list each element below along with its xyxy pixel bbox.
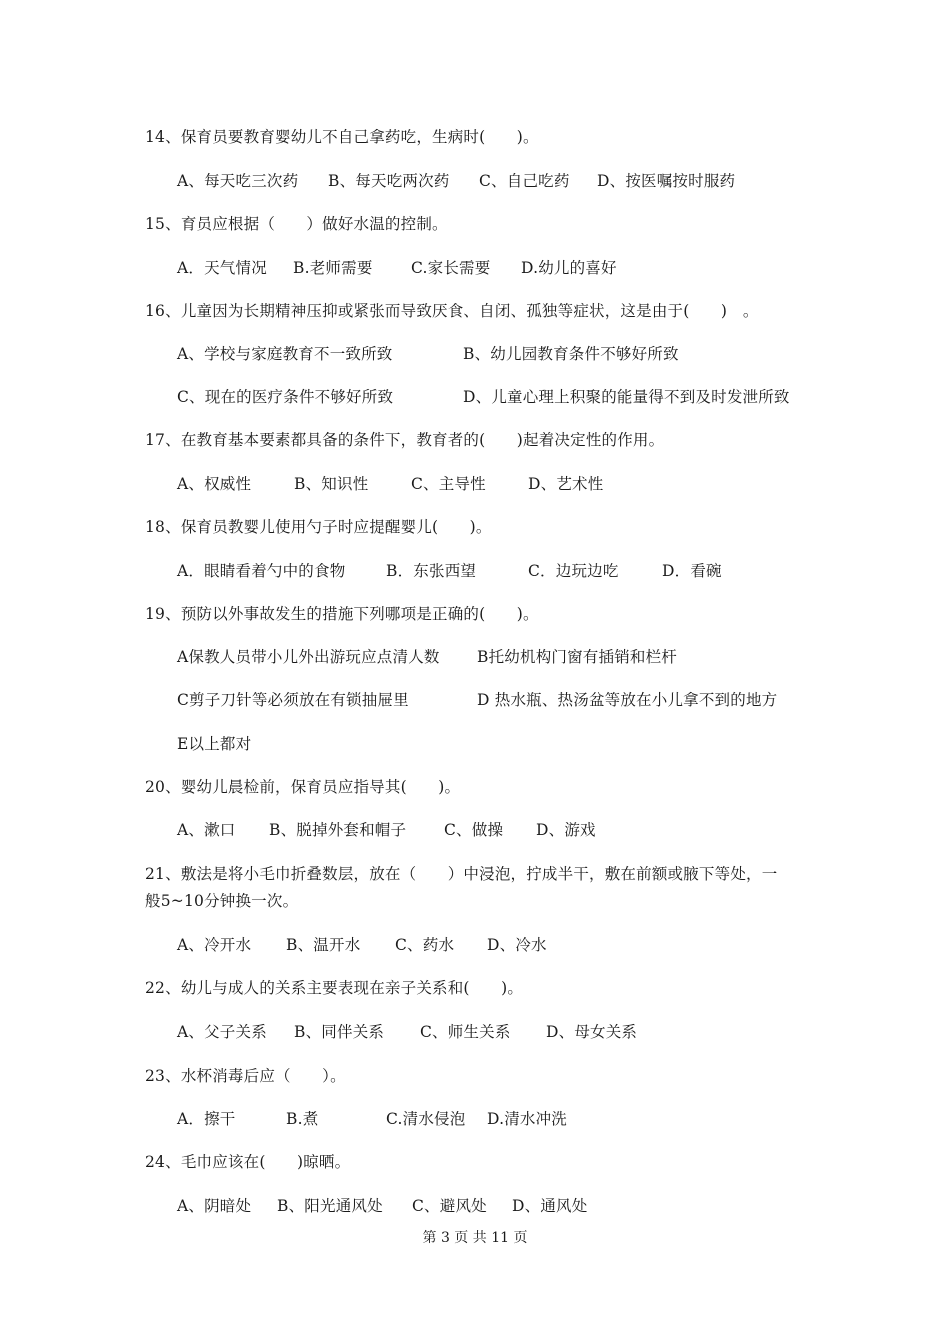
option-b: B、幼儿园教育条件不够好所致 xyxy=(463,345,679,363)
question-20-options xyxy=(177,820,596,840)
option-d: D.幼儿的喜好 xyxy=(521,259,617,277)
option-b: B、同伴关系 xyxy=(294,1023,385,1041)
question-17-stem: 17、在教育基本要素都具备的条件下，教育者的( )起着决定性的作用。 xyxy=(145,431,665,449)
option-e: E以上都对 xyxy=(177,735,252,753)
page-number-footer: 第 3 页 共 11 页 xyxy=(422,1230,528,1246)
question-22-options xyxy=(177,1022,637,1042)
option-b: B、知识性 xyxy=(294,475,369,493)
question-19-options-row-3 xyxy=(177,734,251,754)
question-14-options xyxy=(177,171,735,191)
option-a: A保教人员带小儿外出游玩应点清人数 xyxy=(177,648,440,666)
question-23-options xyxy=(177,1109,567,1129)
option-b: B．东张西望 xyxy=(386,562,477,580)
question-14-stem: 14、保育员要教育婴幼儿不自己拿药吃，生病时( )。 xyxy=(145,128,539,146)
option-a: A．眼睛看着勺中的食物 xyxy=(177,562,346,580)
option-b: B.煮 xyxy=(286,1110,319,1128)
option-d: D、通风处 xyxy=(512,1197,588,1215)
question-24-options xyxy=(177,1196,587,1216)
option-a: A、学校与家庭教育不一致所致 xyxy=(177,345,393,363)
option-a: A、阴暗处 xyxy=(177,1197,252,1215)
question-22-stem: 22、幼儿与成人的关系主要表现在亲子关系和( )。 xyxy=(145,979,524,997)
question-16-stem: 16、儿童因为长期精神压抑或紧张而导致厌食、自闭、孤独等症状，这是由于( ) 。 xyxy=(145,302,759,320)
option-c: C剪子刀针等必须放在有锁抽屉里 xyxy=(177,691,409,709)
question-21-stem-continuation: 般5~10分钟换一次。 xyxy=(145,892,299,910)
question-19-options-row-1 xyxy=(177,647,677,667)
question-18-stem: 18、保育员教婴儿使用勺子时应提醒婴儿( )。 xyxy=(145,518,492,536)
option-b: B.老师需要 xyxy=(293,259,373,277)
option-c: C、自己吃药 xyxy=(479,172,570,190)
option-c: C、做操 xyxy=(444,821,504,839)
question-21-options xyxy=(177,935,547,955)
option-c: C.清水侵泡 xyxy=(386,1110,466,1128)
question-20-stem: 20、婴幼儿晨检前，保育员应指导其( )。 xyxy=(145,778,461,796)
option-d: D、按医嘱按时服药 xyxy=(597,172,736,190)
option-d: D、儿童心理上积聚的能量得不到及时发泄所致 xyxy=(463,388,790,406)
question-24-stem: 24、毛巾应该在( )晾晒。 xyxy=(145,1153,351,1171)
option-d: D.清水冲洗 xyxy=(487,1110,568,1128)
option-d: D、母女关系 xyxy=(546,1023,638,1041)
option-b: B、每天吃两次药 xyxy=(328,172,450,190)
question-15-stem: 15、育员应根据（ ）做好水温的控制。 xyxy=(145,215,448,233)
option-a: A、冷开水 xyxy=(177,936,252,954)
option-d: D、游戏 xyxy=(536,821,596,839)
question-23-stem: 23、水杯消毒后应（ ）。 xyxy=(145,1067,346,1085)
option-c: C、避风处 xyxy=(412,1197,487,1215)
question-19-stem: 19、预防以外事故发生的措施下列哪项是正确的( )。 xyxy=(145,605,539,623)
option-b: B托幼机构门窗有插销和栏杆 xyxy=(477,648,677,666)
question-16-options-row-1 xyxy=(177,344,679,364)
option-c: C.家长需要 xyxy=(411,259,491,277)
option-a: A．擦干 xyxy=(177,1110,236,1128)
option-a: A、父子关系 xyxy=(177,1023,267,1041)
option-b: B、温开水 xyxy=(286,936,361,954)
option-d: D．看碗 xyxy=(662,562,722,580)
option-c: C、师生关系 xyxy=(420,1023,511,1041)
option-b: B、阳光通风处 xyxy=(277,1197,383,1215)
question-21-stem: 21、敷法是将小毛巾折叠数层，放在（ ）中浸泡，拧成半干，敷在前额或腋下等处，一 xyxy=(145,865,778,883)
option-d: D、艺术性 xyxy=(528,475,604,493)
option-a: A、权威性 xyxy=(177,475,252,493)
question-18-options xyxy=(177,561,722,581)
option-c: C、现在的医疗条件不够好所致 xyxy=(177,388,394,406)
question-17-options xyxy=(177,474,603,494)
question-19-options-row-2 xyxy=(177,690,777,710)
option-d: D 热水瓶、热汤盆等放在小儿拿不到的地方 xyxy=(477,691,778,709)
option-a: A．天气情况 xyxy=(177,259,267,277)
question-15-options xyxy=(177,258,617,278)
option-c: C、主导性 xyxy=(411,475,486,493)
option-b: B、脱掉外套和帽子 xyxy=(269,821,407,839)
option-c: C、药水 xyxy=(395,936,455,954)
question-16-options-row-2 xyxy=(177,387,790,407)
option-d: D、冷水 xyxy=(487,936,547,954)
option-c: C．边玩边吃 xyxy=(528,562,619,580)
option-a: A、每天吃三次药 xyxy=(177,172,299,190)
option-a: A、漱口 xyxy=(177,821,236,839)
